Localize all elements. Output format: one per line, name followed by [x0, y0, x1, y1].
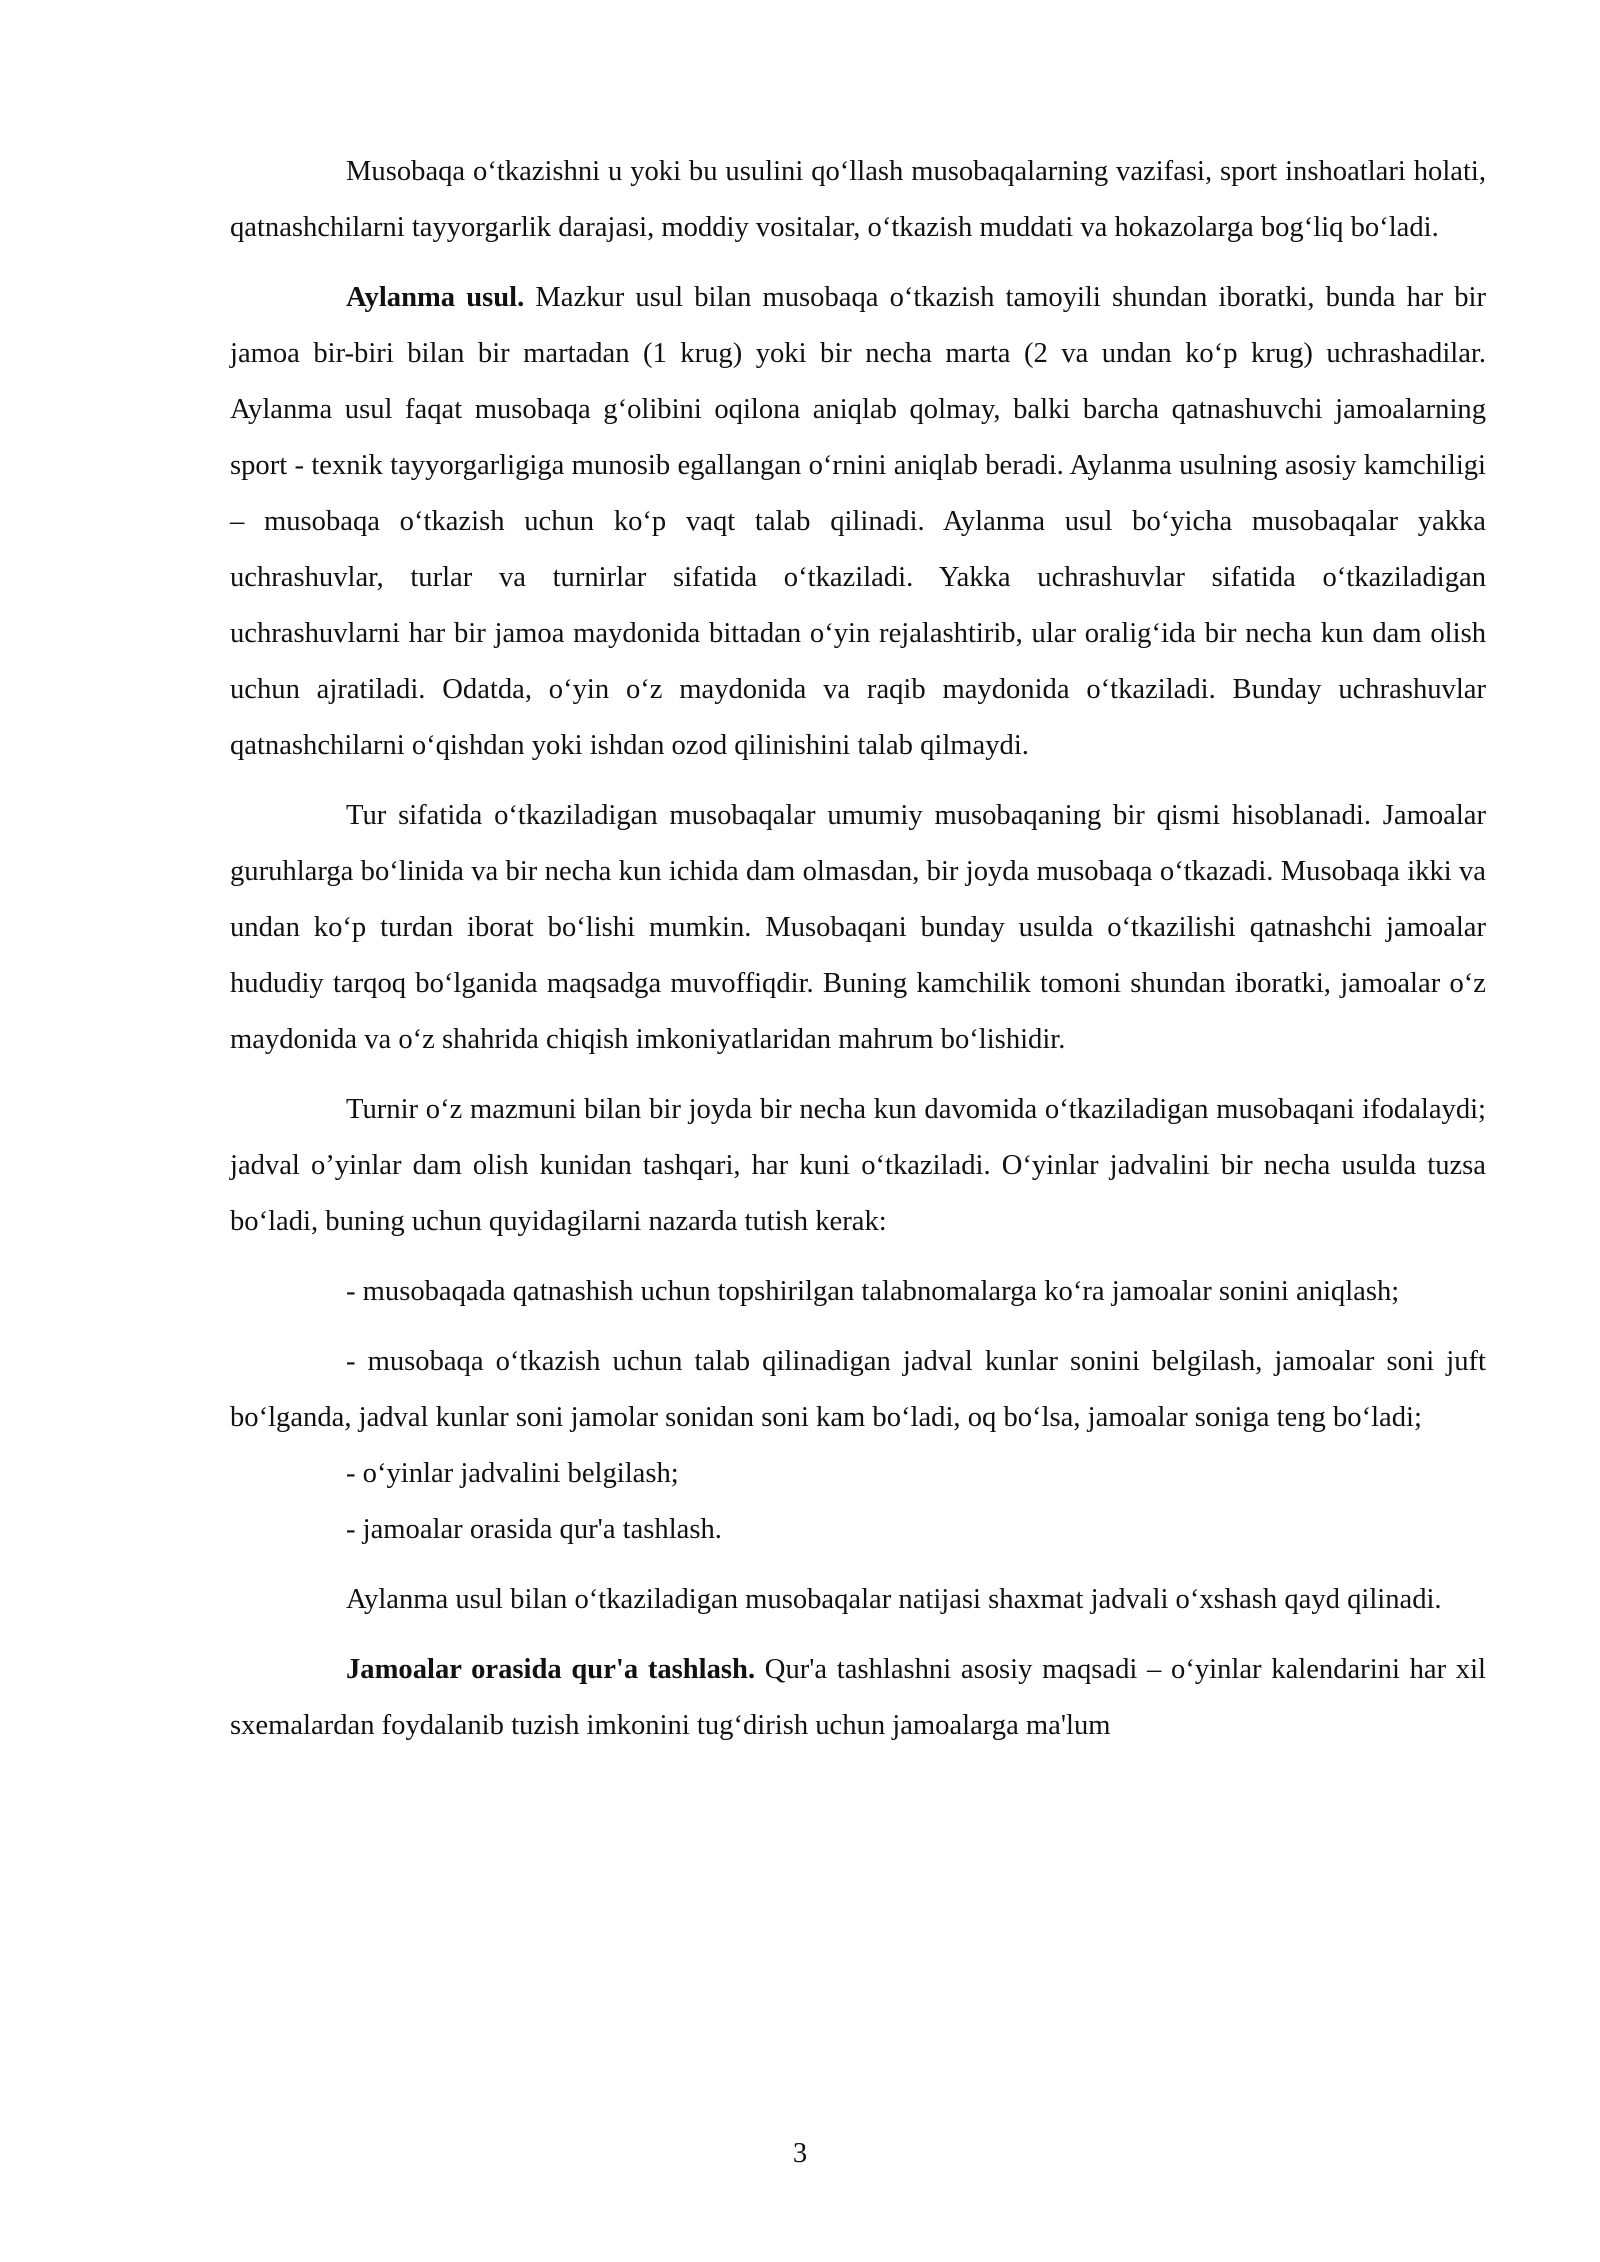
paragraph-aylanma-usul: [230, 270, 1486, 774]
paragraph-turnir: Turnir o‘z mazmuni bilan bir joyda bir necha kun davomida o‘tkaziladigan musobaqani ifodalaydi; jadval o’yinlar dam olish kunidan tashqari, har kuni o‘tkaziladi. O‘yinlar jadvalini bir necha usulda tuzsa bo‘ladi, buning uchun quyidagilarni nazarda tutish kerak:: [230, 1094, 1486, 1237]
page-body: [230, 144, 1486, 1754]
heading-aylanma-usul: Aylanma usul.: [346, 282, 525, 313]
paragraph-tur: Tur sifatida o‘tkaziladigan musobaqalar umumiy musobaqaning bir qismi hisoblanadi. Jamoalar guruhlarga bo‘linida va bir necha kun ichida dam olmasdan, bir joyda musobaqa o‘tkazadi. Musobaqa ikki va undan ko‘p turdan iborat bo‘lishi mumkin. Musobaqani bunday usulda o‘tkazilishi qatnashchi jamoalar hududiy tarqoq bo‘lganida maqsadga muvoffiqdir. Buning kamchilik tomoni shundan iboratki, jamoalar o‘z maydonida va o‘z shahrida chiqish imkoniyatlaridan mahrum bo‘lishidir.: [230, 800, 1486, 1055]
paragraph-qura-text: Qur'a tashlashni asosiy maqsadi – o‘yinlar kalendarini har xil sxemalardan foydalanib tuzish imkonini tug‘dirish uchun jamoalarga ma'lum: [230, 1654, 1486, 1741]
paragraph-qura: [230, 1642, 1486, 1754]
list-item-3: - o‘yinlar jadvalini belgilash;: [346, 1458, 679, 1489]
list-item-2: - musobaqa o‘tkazish uchun talab qilinadigan jadval kunlar sonini belgilash, jamoalar soni juft bo‘lganda, jadval kunlar soni jamolar sonidan soni kam bo‘ladi, oq bo‘lsa, jamoalar soniga teng bo‘ladi;: [230, 1346, 1486, 1433]
list-item-4: - jamoalar orasida qur'a tashlash.: [346, 1514, 722, 1545]
page-number: 3: [792, 2138, 808, 2169]
heading-qura: Jamoalar orasida qur'a tashlash.: [346, 1654, 756, 1685]
list-item-1: - musobaqada qatnashish uchun topshirilgan talabnomalarga ko‘ra jamoalar sonini aniqlash;: [346, 1276, 1400, 1307]
paragraph-aylanma-text: Mazkur usul bilan musobaqa o‘tkazish tamoyili shundan iboratki, bunda har bir jamoa bir-biri bilan bir martadan (1 krug) yoki bir necha marta (2 va undan ko‘p krug) uchrashadilar. Aylanma usul faqat musobaqa g‘olibini oqilona aniqlab qolmay, balki barcha qatnashuvchi jamoalarning sport - texnik tayyorgarligiga munosib egallangan o‘rnini aniqlab beradi. Aylanma usulning asosiy kamchiligi – musobaqa o‘tkazish uchun ko‘p vaqt talab qilinadi. Aylanma usul bo‘yicha musobaqalar yakka uchrashuvlar, turlar va turnirlar sifatida o‘tkaziladi. Yakka uchrashuvlar sifatida o‘tkaziladigan uchrashuvlarni har bir jamoa maydonida bittadan o‘yin rejalashtirib, ular oralig‘ida bir necha kun dam olish uchun ajratiladi. Odatda, o‘yin o‘z maydonida va raqib maydonida o‘tkaziladi. Bunday uchrashuvlar qatnashchilarni o‘qishdan yoki ishdan ozod qilinishini talab qilmaydi.: [230, 282, 1486, 761]
paragraph-natijasi: Aylanma usul bilan o‘tkaziladigan musobaqalar natijasi shaxmat jadvali o‘xshash qayd qilinadi.: [346, 1584, 1442, 1615]
paragraph-intro: Musobaqa o‘tkazishni u yoki bu usulini qo‘llash musobaqalarning vazifasi, sport inshoatlari holati, qatnashchilarni tayyorgarlik darajasi, moddiy vositalar, o‘tkazish muddati va hokazolarga bog‘liq bo‘ladi.: [230, 156, 1486, 243]
